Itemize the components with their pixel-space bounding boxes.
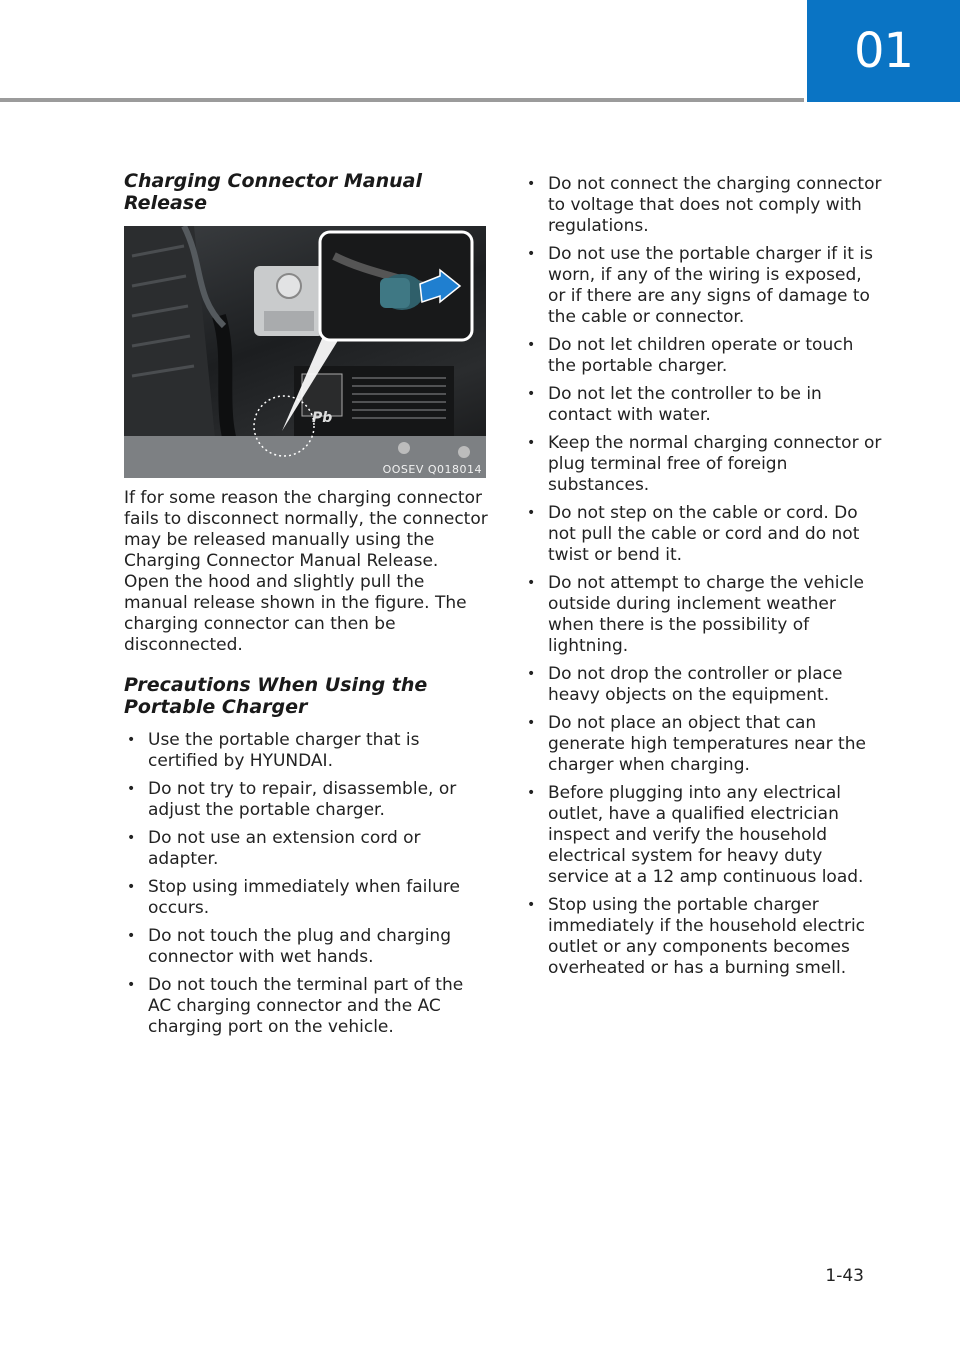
precautions-list-left bbox=[124, 730, 488, 1038]
list-item: • Do not touch the terminal part of the AC charging connector and the AC charging port on the vehicle. bbox=[127, 975, 464, 1037]
list-item: • Stop using the portable charger immediately if the household electric outlet or any components becomes overheated or has a burning smell. bbox=[527, 895, 866, 978]
header-rule bbox=[0, 98, 804, 102]
list-item: • Do not place an object that can generate high temperatures near the charger when charging. bbox=[527, 713, 866, 775]
left-column bbox=[124, 170, 488, 1045]
right-column bbox=[524, 174, 884, 986]
manual-release-paragraph: If for some reason the charging connector fails to disconnect normally, the connector may be released manually using the Charging Connector Manual Release. Open the hood and slightly pull the manual release shown in the figure. The charging connector can then be disconnected. bbox=[124, 488, 488, 655]
list-item: • Before plugging into any electrical outlet, have a qualified electrician inspect and verify the household electrical system for heavy duty service at a 12 amp continuous load. bbox=[527, 783, 864, 887]
engine-bay-figure bbox=[124, 226, 486, 478]
list-item: • Do not use an extension cord or adapter. bbox=[127, 828, 421, 869]
list-item: • Do not touch the plug and charging connector with wet hands. bbox=[127, 926, 451, 967]
list-item: • Do not try to repair, disassemble, or adjust the portable charger. bbox=[127, 779, 457, 820]
page-number: 1-43 bbox=[825, 1266, 864, 1286]
list-item: • Do not step on the cable or cord. Do not pull the cable or cord and do not twist or bend it. bbox=[527, 503, 860, 565]
list-item: • Use the portable charger that is certified by HYUNDAI. bbox=[127, 730, 420, 771]
list-item: • Do not attempt to charge the vehicle outside during inclement weather when there is the possibility of lightning. bbox=[527, 573, 864, 656]
list-item: • Do not let the controller to be in contact with water. bbox=[527, 384, 822, 425]
section-title-precautions: Precautions When Using the Portable Charger bbox=[124, 674, 428, 718]
list-item: • Stop using immediately when failure occurs. bbox=[127, 877, 460, 918]
list-item: • Do not drop the controller or place heavy objects on the equipment. bbox=[527, 664, 843, 705]
list-item: • Do not let children operate or touch the portable charger. bbox=[527, 335, 854, 376]
section-title-manual-release: Charging Connector Manual Release bbox=[124, 170, 422, 214]
chapter-number: 01 bbox=[853, 23, 914, 79]
list-item: • Do not use the portable charger if it is worn, if any of the wiring is exposed, or if there are any signs of damage to the cable or connector. bbox=[527, 244, 873, 327]
precautions-list-right bbox=[524, 174, 884, 979]
pb-label-logo: Pb bbox=[312, 410, 333, 426]
figure-code: OOSEV Q018014 bbox=[382, 463, 482, 476]
list-item: • Do not connect the charging connector to voltage that does not comply with regulations. bbox=[527, 174, 882, 236]
engine-bay-illustration bbox=[124, 226, 486, 478]
list-item: • Keep the normal charging connector or plug terminal free of foreign substances. bbox=[527, 433, 882, 495]
chapter-tab bbox=[807, 0, 960, 102]
